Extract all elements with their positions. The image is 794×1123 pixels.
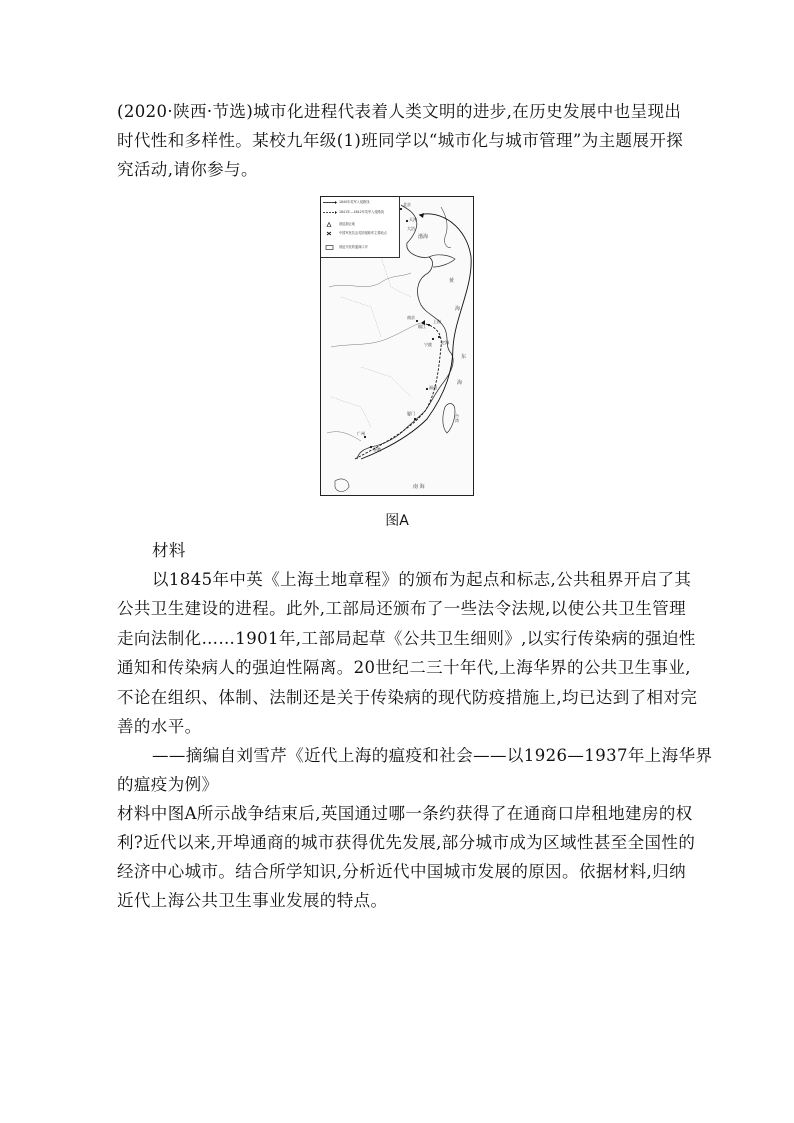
peninsula: [429, 255, 455, 267]
city-tianjin: 天津: [409, 217, 417, 222]
dot-nanjing: [416, 320, 418, 322]
material-line-4: 通知和传染病人的强迫性隔离。20世纪二三十年代,上海华界的公共卫生事业,: [117, 658, 691, 677]
city-shanghai: 上海: [433, 319, 441, 324]
question-line-4: 近代上海公共卫生事业发展的特点。: [117, 891, 388, 910]
material-line-5: 不论在组织、体制、法制还是关于传染病的现代防疫措施上,均已达到了相对完: [117, 688, 698, 707]
dot-hongkong: [370, 446, 372, 448]
taiwan-island: [443, 404, 455, 433]
material-line-6: 善的水平。: [117, 717, 202, 736]
legend-triangle-icon: [323, 222, 337, 227]
legend-row-1: [323, 200, 369, 205]
city-dagu: 大沽: [407, 226, 415, 231]
city-dinghai: 定海: [441, 340, 449, 345]
city-beijing: 北京: [403, 202, 411, 207]
label-taiwan: 台湾: [455, 413, 459, 423]
material-line-1: 以1845年中英《上海土地章程》的颁布为起点和标志,公共租界开启了其: [152, 570, 692, 589]
city-ningbo: 宁波: [424, 342, 432, 347]
city-zhenjiang: 镇江: [418, 324, 426, 329]
sea-label-huanghai-1: 黄: [449, 278, 455, 284]
sea-label-bohai: 渤海: [418, 234, 429, 240]
map-legend: [321, 197, 400, 258]
question-line-3: 经济中心城市。结合所学知识,分析近代中国城市发展的原因。依据材料,归纳: [117, 862, 686, 881]
korea-coast: [441, 207, 451, 247]
legend-row-3: [323, 222, 355, 227]
question-line-2: 利?近代以来,开埠通商的城市获得优先发展,部分城市成为区域性甚至全国性的: [117, 833, 696, 852]
dot-shanghai: [428, 324, 430, 326]
material-heading: 材料: [152, 541, 186, 560]
sea-label-donghai-1: 东: [461, 354, 467, 360]
opium-war-map: [320, 196, 474, 496]
intro-line-3: 究活动,请你参与。: [117, 160, 258, 179]
legend-row-4: [323, 231, 387, 236]
legend-text-3: 被迫割让地: [339, 222, 355, 226]
city-hongkong: 香港: [373, 447, 381, 452]
city-xiamen: 厦门: [407, 411, 415, 416]
legend-text-5: 被迫开放的通商口岸: [339, 245, 368, 249]
source-line-2: 的瘟疫为例》: [117, 775, 219, 794]
material-line-3: 走向法制化……1901年,工部局起草《公共卫生细则》,以实行传染病的强迫性: [117, 629, 696, 648]
legend-row-2: [323, 210, 384, 215]
city-guangzhou: 广州: [357, 431, 365, 436]
intro-line-2: 时代性和多样性。某校九年级(1)班同学以“城市化与城市管理”为主题展开探: [117, 131, 684, 150]
yellow-river: [329, 273, 411, 287]
sea-label-donghai-2: 海: [457, 380, 463, 386]
legend-solid-arrow: [323, 200, 337, 205]
sea-label-huanghai-2: 海: [455, 306, 461, 312]
legend-port-icon: [323, 245, 337, 250]
legend-text-1: 1840年英军入侵路线: [339, 200, 370, 204]
dot-fuzhou: [426, 388, 428, 390]
dot-xiamen: [414, 418, 416, 420]
route-1840-arrow: [419, 213, 424, 218]
legend-text-2: 1841年—1842年英军入侵路线: [339, 210, 384, 214]
dot-tianjin: [406, 220, 408, 222]
legend-row-5: [323, 245, 368, 250]
dot-dinghai: [438, 336, 440, 338]
pearl-river: [327, 432, 361, 441]
figure-caption: 图A: [385, 513, 409, 529]
dot-ningbo: [432, 338, 434, 340]
yangtze-river: [331, 323, 421, 347]
dot-beijing: [400, 208, 402, 210]
sea-label-nanhai: 南 海: [413, 484, 425, 490]
hainan-island: [335, 479, 349, 492]
question-line-1: 材料中图A所示战争结束后,英国通过哪一条约获得了在通商口岸租地建房的权: [117, 804, 693, 823]
legend-text-4: 中国军民抗击英国侵略军主要地点: [339, 231, 387, 235]
legend-battle-icon: [323, 231, 337, 236]
province-borders: [331, 257, 411, 427]
city-nanjing: 南京: [407, 315, 415, 320]
source-line-1: ——摘编自刘雪芹《近代上海的瘟疫和社会——以1926—1937年上海华界: [152, 746, 713, 765]
material-line-2: 公共卫生建设的进程。此外,工部局还颁布了一些法令法规,以使公共卫生管理: [117, 599, 686, 618]
legend-dashed-arrow: [323, 210, 337, 215]
city-fuzhou: 福州: [429, 385, 437, 390]
intro-line-1: (2020·陕西·节选)城市化进程代表着人类文明的进步,在历史发展中也呈现出: [117, 102, 682, 121]
